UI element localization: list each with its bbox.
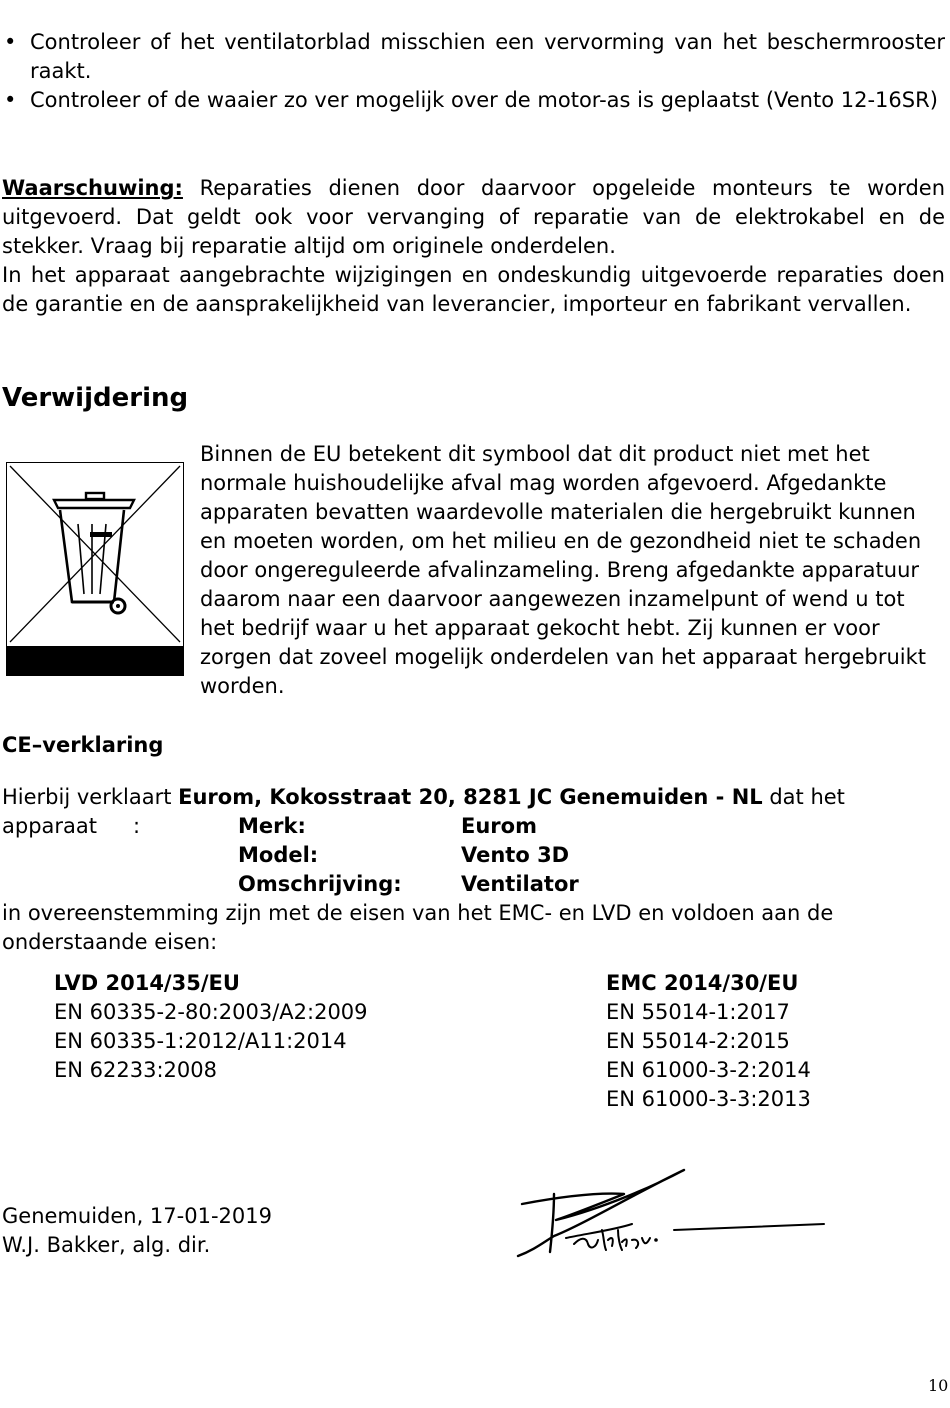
model-label: Model: <box>238 843 319 867</box>
ce-intro <box>2 783 947 812</box>
conformity-text: in overeenstemming zijn met de eisen van het EMC- en LVD en voldoen aan de onderstaande eisen: <box>2 901 834 954</box>
list-item: • Controleer of het ventilatorblad misschien een vervorming van het beschermrooster raakt. <box>2 28 945 86</box>
merk-label: Merk: <box>238 814 306 838</box>
description-label: Omschrijving: <box>238 872 402 896</box>
emc-item: EN 55014-2:2015 <box>606 1029 790 1053</box>
lvd-item: EN 60335-1:2012/A11:2014 <box>54 1029 347 1053</box>
apparaat-colon: : <box>133 814 141 838</box>
model-value: Vento 3D <box>461 843 570 867</box>
signer-name: W.J. Bakker, alg. dir. <box>2 1233 211 1257</box>
lvd-item: EN 62233:2008 <box>54 1058 217 1082</box>
intro-prefix: Hierbij verklaart <box>2 785 179 809</box>
description-value: Ventilator <box>461 872 579 896</box>
lvd-item: EN 60335-2-80:2003/A2:2009 <box>54 1000 368 1024</box>
ce-heading: CE–verklaring <box>2 733 164 757</box>
disposal-text: Binnen de EU betekent dit symbool dat dit product niet met het normale huishoudelijke afval mag worden afgevoerd. Afgedankte apparaten bevatten waardevolle materialen die hergebruikt kunnen en moeten worden, om het milieu en de gezondheid niet te schaden door ongereguleerde afvalinzameling. Breng afgedankte apparatuur daarom naar een daarvoor aangewezen inzamelpunt of wend u tot het bedrijf waar u het apparaat gekocht hebt. Zij kunnen er voor zorgen dat zoveel mogelijk onderdelen van het apparaat hergebruikt worden. <box>200 442 927 698</box>
page-number: 10 <box>928 1376 949 1395</box>
emc-item: EN 61000-3-3:2013 <box>606 1087 811 1111</box>
emc-item: EN 61000-3-2:2014 <box>606 1058 811 1082</box>
lvd-column <box>54 969 368 1085</box>
emc-column <box>606 969 811 1114</box>
lvd-title: LVD 2014/35/EU <box>54 971 240 995</box>
company-address: Eurom, Kokosstraat 20, 8281 JC Genemuiden - NL <box>178 785 763 809</box>
emc-item: EN 55014-1:2017 <box>606 1000 790 1024</box>
apparaat-label: apparaat <box>2 814 98 838</box>
warning-text: Reparaties dienen door daarvoor opgeleide monteurs te worden uitgevoerd. Dat geldt ook voor vervanging of reparatie van de elektrokabel en de stekker. Vraag bij reparatie altijd om originele onderdelen. <box>2 176 945 258</box>
emc-title: EMC 2014/30/EU <box>606 971 799 995</box>
list-item: • Controleer of de waaier zo ver mogelijk over de motor-as is geplaatst (Vento 12-16SR) <box>2 86 945 115</box>
warning-paragraph <box>2 174 945 261</box>
warranty-text: In het apparaat aangebrachte wijzigingen en ondeskundig uitgevoerde reparaties doen de garantie en de aansprakelijkheid van leverancier, importeur en fabrikant vervallen. <box>2 263 945 316</box>
signature <box>514 1164 834 1264</box>
crossed-out-wheelie-bin-icon <box>6 462 184 676</box>
intro-suffix: dat het <box>762 785 845 809</box>
place-date: Genemuiden, 17-01-2019 <box>2 1204 272 1228</box>
warranty-paragraph <box>2 261 945 319</box>
merk-value: Eurom <box>461 814 537 838</box>
disposal-heading: Verwijdering <box>2 383 189 413</box>
warning-label: Waarschuwing: <box>2 176 183 200</box>
bullet-list <box>2 28 945 115</box>
